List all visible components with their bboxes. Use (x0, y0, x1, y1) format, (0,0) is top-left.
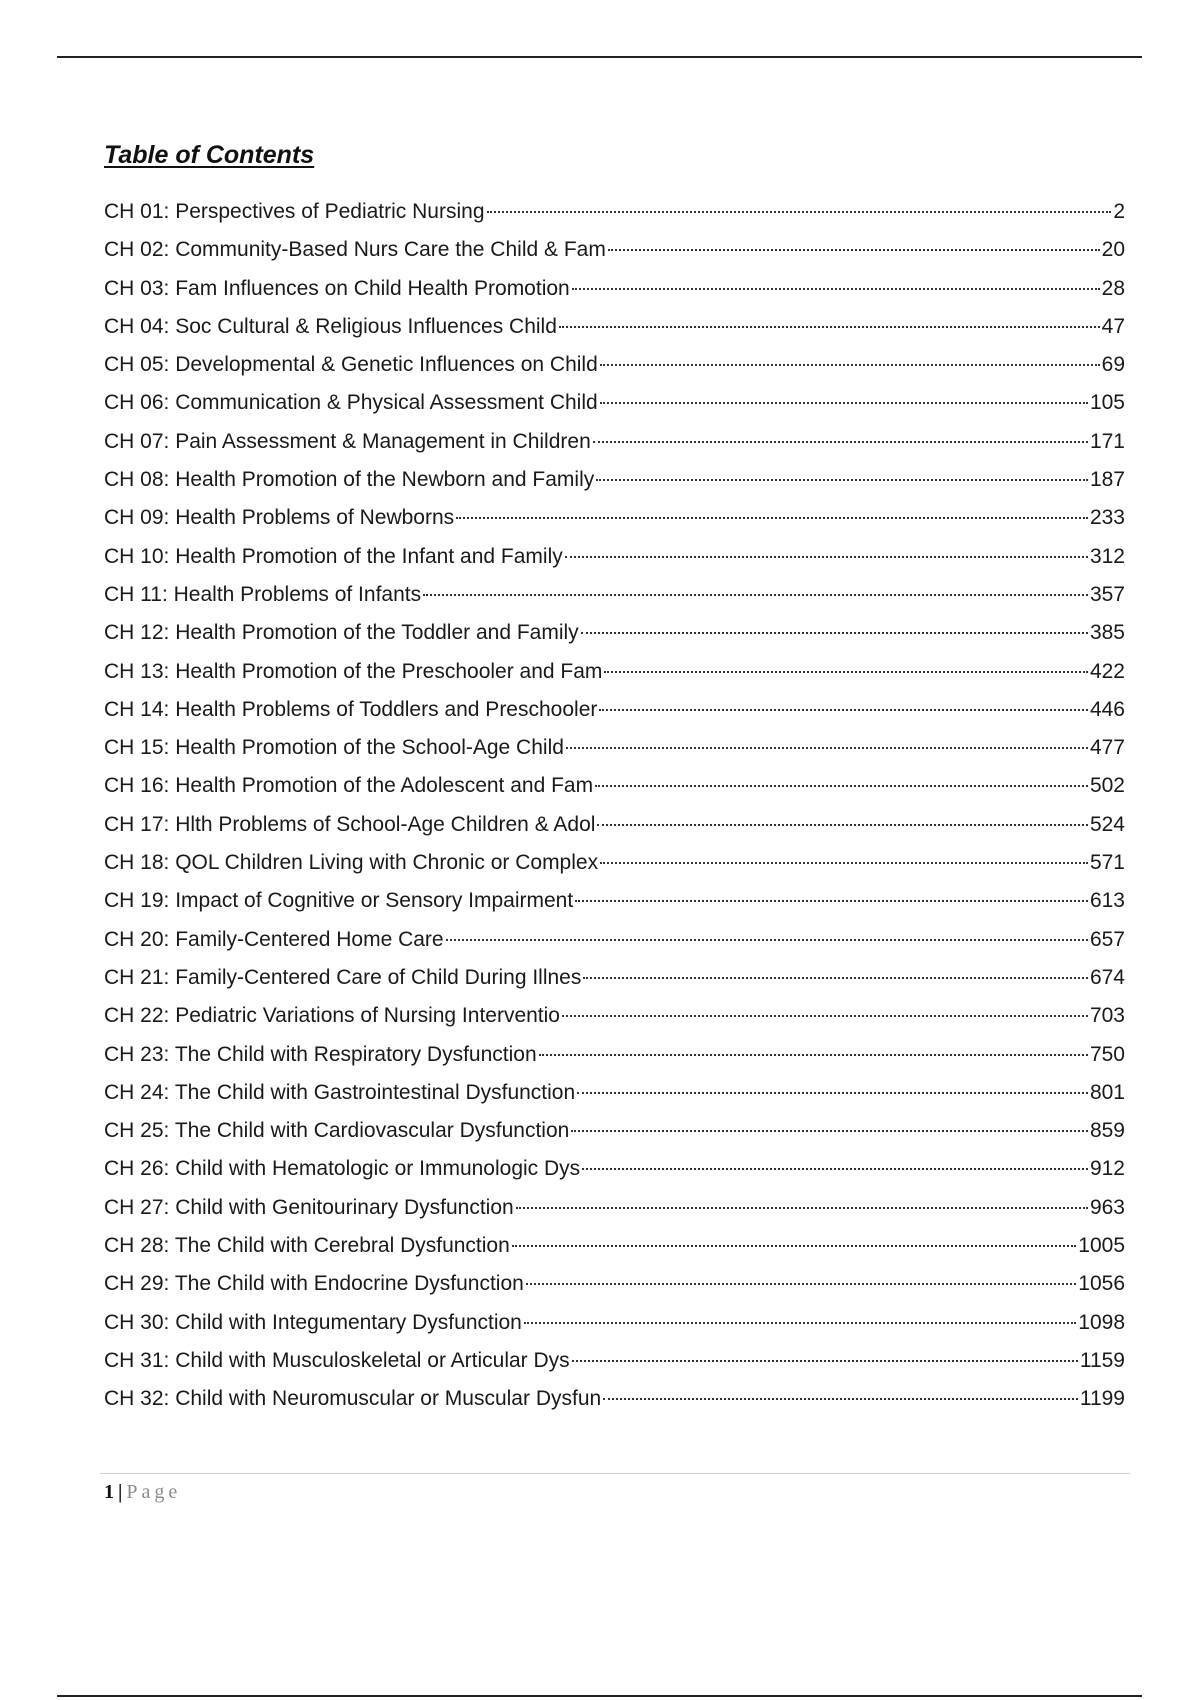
bottom-rule (57, 1695, 1142, 1697)
toc-entry[interactable] (104, 618, 1125, 656)
toc-entry[interactable] (104, 1078, 1125, 1116)
toc-entry-label: CH 03: Fam Influences on Child Health Promotion (104, 276, 570, 300)
toc-entry-page-number: 312 (1089, 544, 1125, 568)
toc-entry[interactable] (104, 388, 1125, 426)
toc-entry[interactable] (104, 657, 1125, 695)
toc-entry-page-number: 47 (1101, 314, 1125, 338)
toc-entry-label: CH 04: Soc Cultural & Religious Influences Child (104, 314, 557, 338)
toc-dot-leader (583, 977, 1088, 979)
toc-entry-label: CH 20: Family-Centered Home Care (104, 927, 444, 951)
toc-entry-label: CH 25: The Child with Cardiovascular Dysfunction (104, 1119, 570, 1143)
toc-entry-label: CH 05: Developmental & Genetic Influences on Child (104, 353, 598, 377)
toc-dot-leader (581, 632, 1088, 634)
toc-entry-page-number: 524 (1089, 812, 1125, 836)
toc-dot-leader (566, 747, 1088, 749)
toc-entry[interactable] (104, 503, 1125, 541)
toc-entry[interactable] (104, 1231, 1125, 1269)
toc-entry-page-number: 674 (1089, 965, 1125, 989)
toc-entry-page-number: 477 (1089, 736, 1125, 760)
toc-entry[interactable] (104, 1001, 1125, 1039)
toc-dot-leader (565, 556, 1088, 558)
toc-entry-label: CH 16: Health Promotion of the Adolescent and Fam (104, 774, 594, 798)
footer-rule (100, 1473, 1130, 1474)
toc-entry-page-number: 385 (1089, 621, 1125, 645)
toc-dot-leader (512, 1245, 1076, 1247)
toc-entry-page-number: 28 (1101, 276, 1125, 300)
toc-dot-leader (600, 862, 1088, 864)
toc-entry-page-number: 357 (1089, 582, 1125, 606)
toc-dot-leader (595, 785, 1088, 787)
toc-entry-label: CH 23: The Child with Respiratory Dysfunction (104, 1042, 537, 1066)
toc-dot-leader (487, 211, 1112, 213)
toc-entry[interactable] (104, 695, 1125, 733)
toc-entry-label: CH 29: The Child with Endocrine Dysfunction (104, 1272, 524, 1296)
toc-entry[interactable] (104, 465, 1125, 503)
toc-entry[interactable] (104, 810, 1125, 848)
toc-entry-page-number: 187 (1089, 468, 1125, 492)
page-footer (104, 1478, 181, 1506)
toc-entry-label: CH 26: Child with Hematologic or Immunologic Dys (104, 1157, 581, 1181)
toc-entry-page-number: 703 (1089, 1004, 1125, 1028)
toc-entry-label: CH 06: Communication & Physical Assessment Child (104, 391, 598, 415)
toc-entry-label: CH 13: Health Promotion of the Preschooler and Fam (104, 659, 603, 683)
toc-entry[interactable] (104, 886, 1125, 924)
toc-entry-page-number: 571 (1089, 851, 1125, 875)
toc-dot-leader (608, 249, 1100, 251)
toc-title: Table of Contents (104, 141, 315, 169)
toc-entry-page-number: 657 (1089, 927, 1125, 951)
toc-dot-leader (572, 1360, 1078, 1362)
toc-entry-label: CH 27: Child with Genitourinary Dysfunction (104, 1195, 514, 1219)
toc-entry[interactable] (104, 1154, 1125, 1192)
toc-entry-label: CH 15: Health Promotion of the School-Age Child (104, 736, 564, 760)
toc-dot-leader (524, 1322, 1076, 1324)
toc-dot-leader (577, 1092, 1088, 1094)
toc-dot-leader (599, 709, 1088, 711)
toc-entry-label: CH 32: Child with Neuromuscular or Muscular Dysfun (104, 1387, 602, 1411)
toc-dot-leader (559, 326, 1100, 328)
toc-dot-leader (600, 364, 1100, 366)
toc-entry-page-number: 859 (1089, 1119, 1125, 1143)
toc-dot-leader (593, 441, 1088, 443)
toc-entry-label: CH 14: Health Problems of Toddlers and Preschooler (104, 697, 598, 721)
toc-dot-leader (597, 824, 1088, 826)
toc-entry-label: CH 30: Child with Integumentary Dysfunction (104, 1310, 522, 1334)
toc-entry-page-number: 20 (1101, 238, 1125, 262)
footer-page-number: 1 (104, 1481, 114, 1503)
toc-entry-page-number: 912 (1089, 1157, 1125, 1181)
toc-entry[interactable] (104, 963, 1125, 1001)
toc-entry-page-number: 69 (1101, 353, 1125, 377)
toc-dot-leader (539, 1054, 1088, 1056)
toc-entry-page-number: 171 (1089, 429, 1125, 453)
toc-entry[interactable] (104, 312, 1125, 350)
toc-entry-label: CH 21: Family-Centered Care of Child During Illnes (104, 965, 582, 989)
header-rule (57, 56, 1142, 58)
toc-dot-leader (604, 671, 1088, 673)
toc-entry[interactable] (104, 235, 1125, 273)
toc-entry-page-number: 750 (1089, 1042, 1125, 1066)
toc-entry[interactable] (104, 1193, 1125, 1231)
toc-entry[interactable] (104, 542, 1125, 580)
toc-entry[interactable] (104, 925, 1125, 963)
toc-entry[interactable] (104, 733, 1125, 771)
toc-entry-label: CH 08: Health Promotion of the Newborn and Family (104, 468, 595, 492)
toc-entry-page-number: 613 (1089, 889, 1125, 913)
toc-dot-leader (582, 1168, 1088, 1170)
toc-entry-page-number: 2 (1113, 200, 1125, 223)
toc-dot-leader (571, 1130, 1088, 1132)
toc-entry[interactable] (104, 1269, 1125, 1307)
toc-dot-leader (446, 939, 1088, 941)
toc-entry[interactable] (104, 771, 1125, 809)
toc-list (104, 197, 1125, 1423)
toc-entry-page-number: 502 (1089, 774, 1125, 798)
toc-entry[interactable] (104, 427, 1125, 465)
toc-entry-page-number: 1199 (1079, 1387, 1125, 1411)
toc-entry[interactable] (104, 274, 1125, 312)
toc-entry-label: CH 18: QOL Children Living with Chronic or Complex (104, 851, 599, 875)
toc-dot-leader (572, 288, 1100, 290)
toc-entry-label: CH 28: The Child with Cerebral Dysfunction (104, 1234, 510, 1258)
toc-entry-page-number: 233 (1089, 506, 1125, 530)
toc-entry[interactable] (104, 1040, 1125, 1078)
toc-entry-label: CH 09: Health Problems of Newborns (104, 506, 455, 530)
toc-entry-label: CH 07: Pain Assessment & Management in Children (104, 429, 591, 453)
toc-entry-label: CH 22: Pediatric Variations of Nursing Interventio (104, 1004, 560, 1028)
toc-entry-page-number: 446 (1089, 697, 1125, 721)
toc-entry-page-number: 1056 (1078, 1272, 1125, 1296)
toc-dot-leader (600, 402, 1088, 404)
toc-entry-page-number: 105 (1089, 391, 1125, 415)
toc-dot-leader (562, 1015, 1088, 1017)
toc-dot-leader (516, 1207, 1088, 1209)
toc-dot-leader (526, 1283, 1076, 1285)
toc-entry[interactable] (104, 1308, 1125, 1346)
toc-entry-page-number: 1098 (1078, 1310, 1125, 1334)
toc-entry[interactable] (104, 1384, 1125, 1422)
toc-entry[interactable] (104, 350, 1125, 388)
toc-entry[interactable] (104, 197, 1125, 235)
toc-entry-page-number: 1005 (1078, 1234, 1125, 1258)
toc-entry[interactable] (104, 580, 1125, 618)
toc-dot-leader (575, 900, 1088, 902)
footer-separator: | (118, 1481, 123, 1503)
toc-entry-label: CH 12: Health Promotion of the Toddler and Family (104, 621, 579, 645)
toc-entry-label: CH 17: Hlth Problems of School-Age Children & Adol (104, 812, 596, 836)
toc-entry-label: CH 31: Child with Musculoskeletal or Articular Dys (104, 1348, 570, 1372)
toc-entry-label: CH 11: Health Problems of Infants (104, 582, 422, 606)
toc-entry[interactable] (104, 848, 1125, 886)
toc-entry-label: CH 10: Health Promotion of the Infant and Family (104, 544, 563, 568)
toc-entry-page-number: 1159 (1079, 1348, 1125, 1372)
toc-entry-page-number: 963 (1089, 1195, 1125, 1219)
toc-dot-leader (603, 1398, 1078, 1400)
toc-entry-page-number: 801 (1089, 1080, 1125, 1104)
toc-entry-label: CH 24: The Child with Gastrointestinal Dysfunction (104, 1080, 576, 1104)
toc-dot-leader (423, 594, 1088, 596)
toc-entry[interactable] (104, 1346, 1125, 1384)
toc-entry-label: CH 01: Perspectives of Pediatric Nursing (104, 200, 485, 223)
toc-entry[interactable] (104, 1116, 1125, 1154)
toc-dot-leader (456, 517, 1088, 519)
toc-entry-page-number: 422 (1089, 659, 1125, 683)
toc-dot-leader (596, 479, 1088, 481)
footer-page-word: Page (126, 1481, 182, 1503)
toc-entry-label: CH 19: Impact of Cognitive or Sensory Impairment (104, 889, 574, 913)
toc-entry-label: CH 02: Community-Based Nurs Care the Child & Fam (104, 238, 606, 262)
